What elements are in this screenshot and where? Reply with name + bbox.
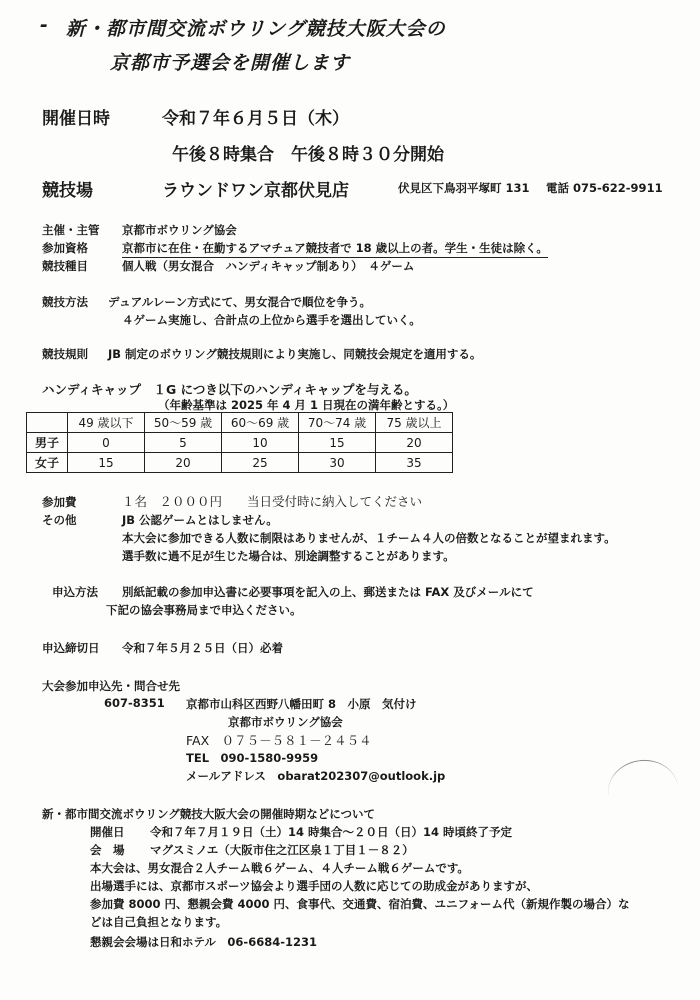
main-event-line4: どは自己負担となります。	[90, 915, 228, 929]
table-row	[27, 433, 453, 453]
handicap-col-header: 70～74 歳	[299, 413, 376, 433]
deadline-text: 令和７年５月２５日（日）必着	[122, 641, 283, 655]
venue-name: ラウンドワン京都伏見店	[162, 181, 349, 201]
handicap-cell: 35	[376, 453, 453, 473]
handicap-cell: 15	[68, 453, 145, 473]
handicap-cell: 0	[68, 433, 145, 453]
handicap-intro: ハンディキャップ １G につき以下のハンディキャップを与える。	[42, 382, 417, 397]
main-event-heading: 新・都市間交流ボウリング競技大阪大会の開催時期などについて	[42, 807, 376, 821]
eligibility-value: 京都市に在住・在勤するアマチュア競技者で 18 歳以上の者。学生・生徒は除く。	[122, 240, 548, 258]
main-event-date: 令和７年７月１９日（土）14 時集合～２０日（日）14 時頃終了予定	[150, 825, 513, 839]
handicap-cell: 15	[299, 433, 376, 453]
main-event-date-label: 開催日	[90, 825, 125, 839]
page-title-line1: 新・都市間交流ボウリング競技大阪大会の	[66, 18, 446, 40]
eligibility-label: 参加資格	[42, 241, 88, 255]
handicap-cell: 25	[222, 453, 299, 473]
main-event-line3: 参加費 8000 円、懇親会費 4000 円、食事代、交通費、宿泊費、ユニフォーム代（新規作製の場合）な	[90, 897, 630, 911]
contact-tel: TEL 090-1580-9959	[186, 751, 319, 765]
handicap-header-row	[27, 413, 453, 433]
datetime-time: 午後８時集合 午後８時３０分開始	[172, 145, 444, 165]
application-line1: 別紙記載の参加申込書に必要事項を記入の上、郵送または FAX 及びメールにて	[122, 585, 534, 599]
method-line2: ４ゲーム実施し、合計点の上位から選手を選出していく。	[122, 313, 421, 327]
other-label: その他	[42, 513, 77, 527]
method-label: 競技方法	[42, 295, 88, 309]
datetime-label: 開催日時	[42, 109, 110, 129]
handicap-cell: 20	[376, 433, 453, 453]
main-event-venue: マグスミノエ（大阪市住之江区泉１丁目１－８２）	[150, 843, 414, 857]
main-event-line5: 懇親会会場は日和ホテル 06-6684-1231	[90, 935, 317, 949]
handicap-col-header: 75 歳以上	[376, 413, 453, 433]
rules-text: JB 制定のボウリング競技規則により実施し、同競技会規定を適用する。	[108, 347, 482, 361]
event-label: 競技種目	[42, 259, 88, 273]
datetime-date: 令和７年６月５日（木）	[162, 109, 349, 129]
fee-label: 参加費	[42, 495, 77, 509]
other-line1: JB 公認ゲームとはしません。	[122, 513, 278, 527]
handicap-cell: 20	[145, 453, 222, 473]
table-row	[27, 453, 453, 473]
fee-text: １名 ２０００円 当日受付時に納入してください	[122, 494, 423, 509]
organizer-label: 主催・主管	[42, 223, 100, 237]
contact-postal: 607-8351	[104, 696, 165, 710]
handicap-corner-cell	[27, 413, 68, 433]
rules-label: 競技規則	[42, 347, 88, 361]
venue-phone: 電話 075-622-9911	[546, 181, 663, 195]
contact-address: 京都市山科区西野八幡田町 8 小原 気付け	[186, 697, 417, 711]
handicap-cell: 5	[145, 433, 222, 453]
deadline-label: 申込締切日	[42, 641, 100, 655]
method-line1: デュアルレーン方式にて、男女混合で順位を争う。	[108, 295, 371, 309]
handicap-row-label: 男子	[27, 433, 68, 453]
title-dash: -	[40, 14, 49, 36]
other-line2: 本大会に参加できる人数に制限はありませんが、１チーム４人の倍数となることが望まれます。	[122, 531, 616, 545]
other-line3: 選手数に過不足が生じた場合は、別途調整することがあります。	[122, 549, 455, 563]
pen-stroke-mark	[604, 755, 682, 825]
venue-address: 伏見区下鳥羽平塚町 131	[398, 181, 530, 195]
organizer-value: 京都市ボウリング協会	[122, 223, 237, 237]
application-label: 申込方法	[52, 585, 98, 599]
handicap-row-label: 女子	[27, 453, 68, 473]
handicap-col-header: 50～59 歳	[145, 413, 222, 433]
handicap-col-header: 60～69 歳	[222, 413, 299, 433]
handicap-cell: 10	[222, 433, 299, 453]
application-line2: 下記の協会事務局まで申込ください。	[106, 603, 302, 617]
venue-label: 競技場	[42, 181, 93, 201]
event-value: 個人戦（男女混合 ハンディキャップ制あり） ４ゲーム	[122, 259, 415, 273]
contact-email: メールアドレス obarat202307@outlook.jp	[186, 769, 446, 783]
main-event-line1: 本大会は、男女混合２人チーム戦６ゲーム、４人チーム戦６ゲームです。	[90, 861, 469, 875]
main-event-line2: 出場選手には、京都市スポーツ協会より選手団の人数に応じての助成金がありますが、	[90, 879, 539, 893]
main-event-venue-label: 会 場	[90, 843, 125, 857]
handicap-col-header: 49 歳以下	[68, 413, 145, 433]
contact-fax: FAX ０７５－５８１－２４５４	[186, 733, 372, 748]
page-title-line2: 京都市予選会を開催します	[110, 52, 351, 74]
handicap-table	[26, 412, 453, 473]
handicap-cell: 30	[299, 453, 376, 473]
contact-org: 京都市ボウリング協会	[228, 715, 343, 729]
contact-heading: 大会参加申込先・問合せ先	[42, 679, 180, 693]
handicap-basis: （年齢基準は 2025 年 4 月 1 日現在の満年齢とする。）	[158, 398, 455, 412]
